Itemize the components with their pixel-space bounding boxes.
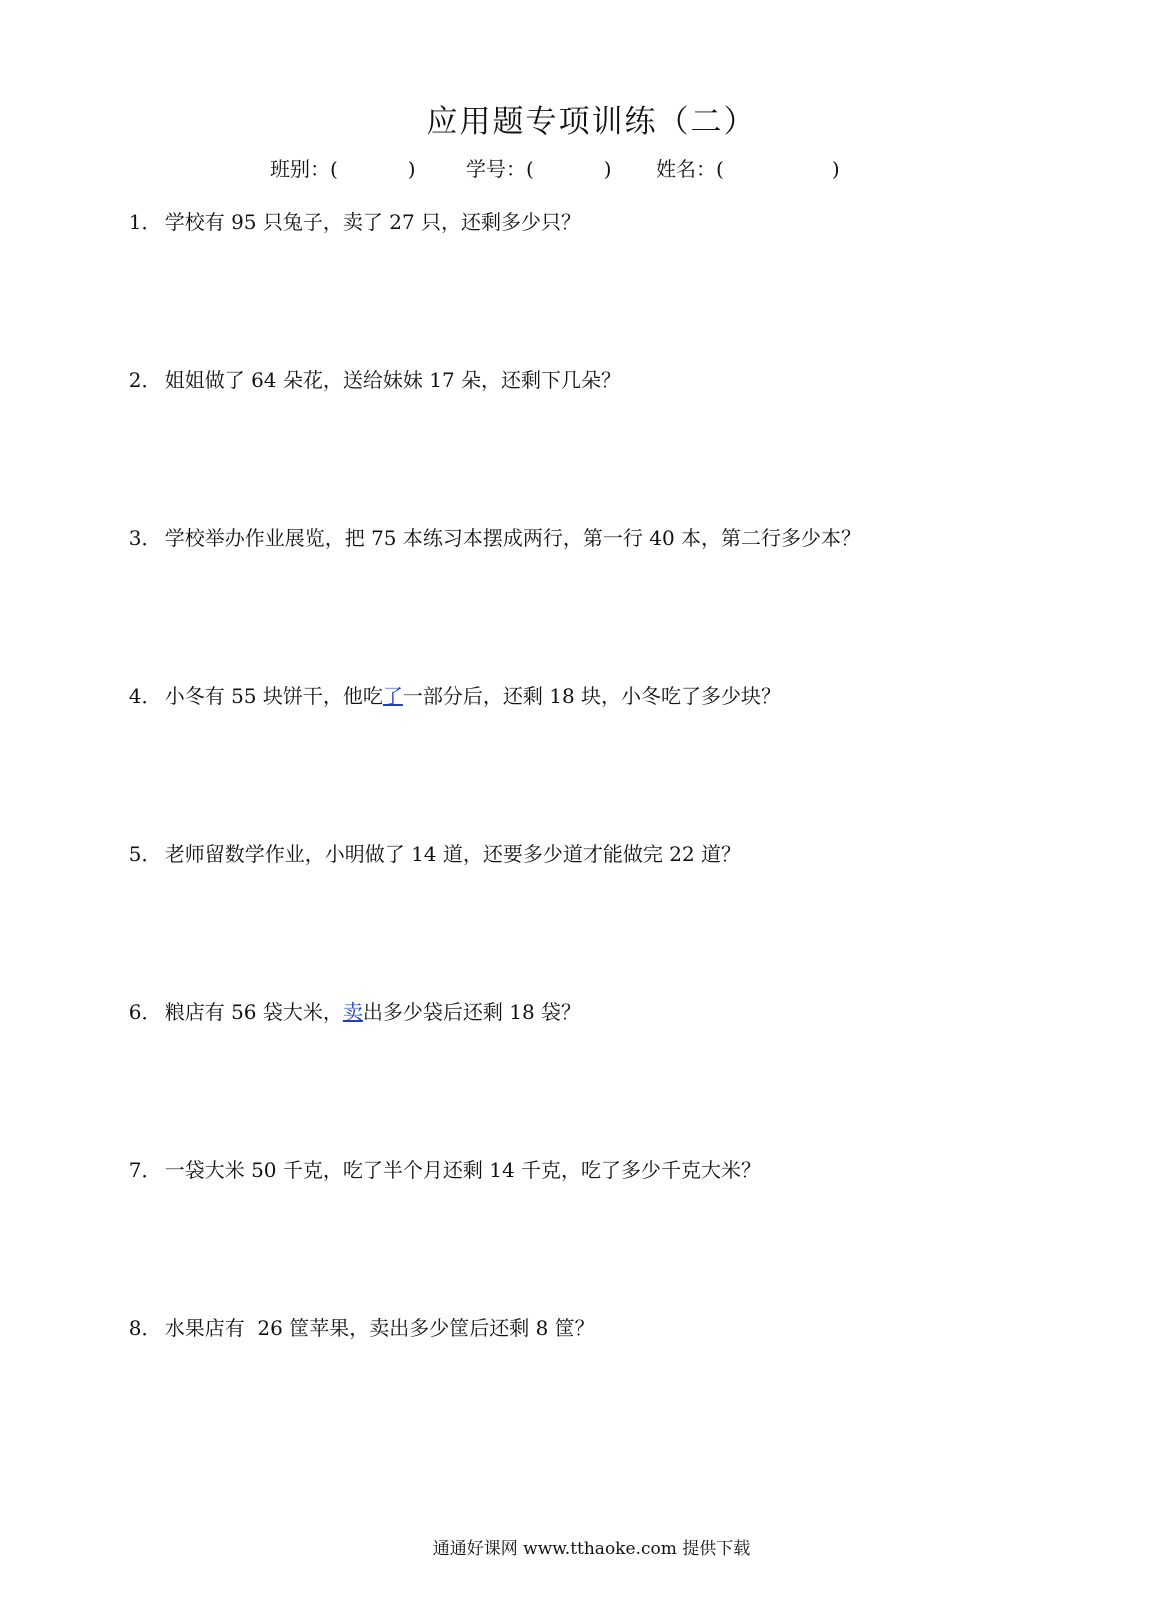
question-text: 老师留数学作业，小明做了 14 道，还要多少道才能做完 22 道？ <box>164 842 742 866</box>
page-title: 应用题专项训练（二） <box>426 104 757 140</box>
question-number: 8． <box>128 1316 162 1340</box>
question-text-end: 一部分后，还剩 18 块，小冬吃了多少块？ <box>402 684 782 708</box>
question-number: 6． <box>128 1000 162 1024</box>
question-text-end: 出多少袋后还剩 18 袋？ <box>362 1000 582 1024</box>
question-number: 4． <box>128 684 162 708</box>
name-field[interactable]: 姓名：( ) <box>656 157 840 181</box>
question-4 <box>116 660 781 708</box>
question-7 <box>116 1134 761 1182</box>
question-number: 5． <box>128 842 162 866</box>
question-2 <box>116 344 621 392</box>
question-8 <box>116 1292 595 1340</box>
question-5 <box>116 818 741 866</box>
question-text: 学校举办作业展览，把 75 本练习本摆成两行，第一行 40 本，第二行多少本？ <box>164 526 862 550</box>
question-3 <box>116 502 861 550</box>
student-number-field[interactable]: 学号：( ) <box>466 157 612 181</box>
question-text-start: 粮店有 56 袋大米， <box>164 1000 343 1024</box>
question-number: 1． <box>128 210 162 234</box>
question-text: 姐姐做了 64 朵花，送给妹妹 17 朵，还剩下几朵？ <box>164 368 622 392</box>
hyperlink-word[interactable]: 了 <box>382 684 403 708</box>
question-number: 7． <box>128 1158 162 1182</box>
question-6 <box>116 976 581 1024</box>
footer-source: 通通好课网 www.tthaoke.com 提供下载 <box>432 1539 751 1559</box>
question-number: 2． <box>128 368 162 392</box>
question-text: 一袋大米 50 千克，吃了半个月还剩 14 千克，吃了多少千克大米？ <box>164 1158 762 1182</box>
question-1 <box>116 186 581 234</box>
question-text: 学校有 95 只兔子，卖了 27 只，还剩多少只？ <box>164 210 582 234</box>
class-field[interactable]: 班别：( ) <box>270 157 416 181</box>
hyperlink-word[interactable]: 卖 <box>342 1000 363 1024</box>
question-text: 水果店有 26 筐苹果，卖出多少筐后还剩 8 筐？ <box>164 1316 595 1340</box>
question-number: 3． <box>128 526 162 550</box>
question-text-start: 小冬有 55 块饼干，他吃 <box>164 684 383 708</box>
